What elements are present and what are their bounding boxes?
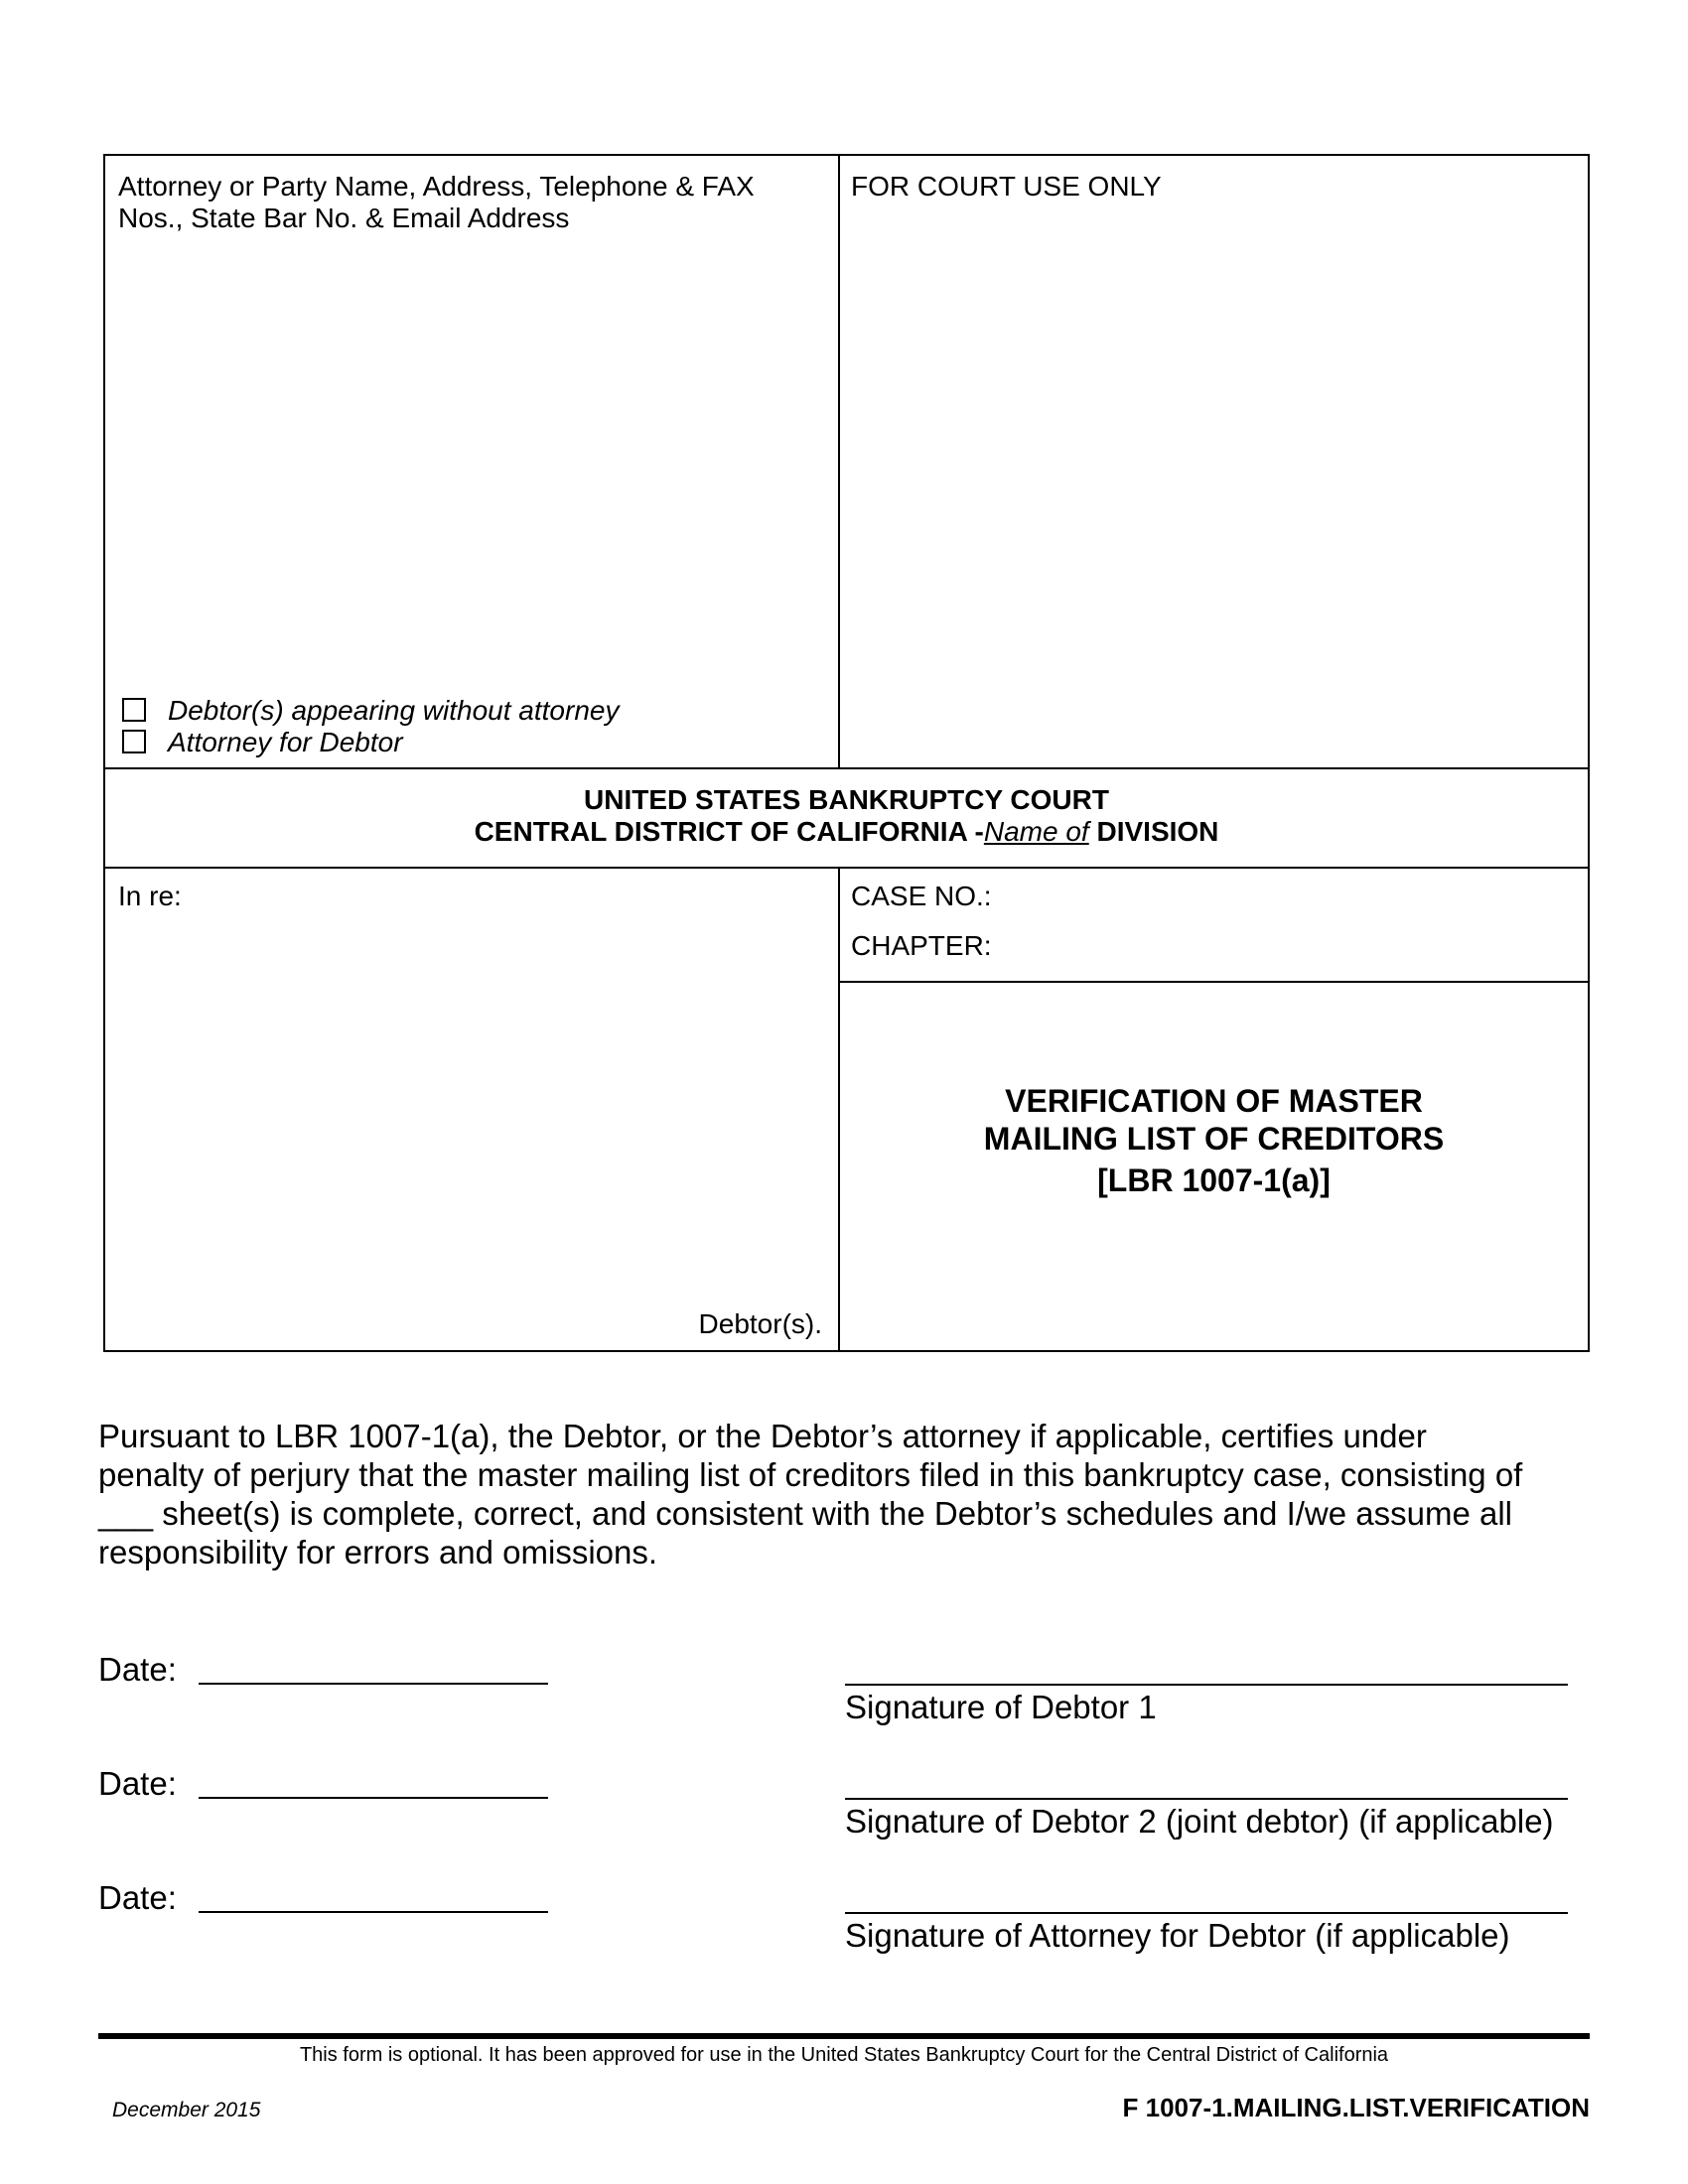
date-field-3[interactable] xyxy=(199,1911,548,1913)
attorney-box-input[interactable] xyxy=(111,243,826,690)
attorney-box-label xyxy=(118,171,833,234)
caption-top-border xyxy=(103,154,1590,156)
footer-rule xyxy=(98,2033,1590,2039)
debtor-without-attorney-checkbox[interactable] xyxy=(122,698,146,722)
certification-line2: penalty of perjury that the master mailing list of creditors filed in this bankruptcy case, consisting of xyxy=(98,1456,1523,1493)
form-title xyxy=(840,1082,1588,1199)
footer-date: December 2015 xyxy=(112,2099,261,2121)
form-title-line2: MAILING LIST OF CREDITORS xyxy=(983,1121,1445,1157)
certification-paragraph xyxy=(98,1417,1608,1571)
caption-bottom-border xyxy=(103,1350,1590,1352)
signature-label-debtor-1: Signature of Debtor 1 xyxy=(845,1689,1157,1725)
court-name-bottom-border xyxy=(103,867,1590,869)
attorney-for-debtor-label: Attorney for Debtor xyxy=(168,727,403,757)
debtors-label: Debtor(s). xyxy=(698,1308,822,1339)
footer-form-id: F 1007-1.MAILING.LIST.VERIFICATION xyxy=(1122,2093,1590,2122)
debtor-without-attorney-label: Debtor(s) appearing without attorney xyxy=(168,695,620,726)
certification-line4: responsibility for errors and omissions. xyxy=(98,1534,658,1570)
caption-upper-divider xyxy=(838,154,840,769)
case-no-input[interactable] xyxy=(1003,879,1579,914)
attorney-for-debtor-checkbox[interactable] xyxy=(122,730,146,753)
court-name xyxy=(105,784,1588,848)
date-label-3: Date: xyxy=(98,1879,177,1916)
court-name-top-border xyxy=(103,767,1590,769)
in-re-label: In re: xyxy=(118,881,182,911)
caption-right-border xyxy=(1588,154,1590,1352)
attorney-box-label-line2: Nos., State Bar No. & Email Address xyxy=(118,203,570,233)
division-name-placeholder: Name of xyxy=(983,816,1089,847)
caption-left-border xyxy=(103,154,105,1352)
signature-label-debtor-2: Signature of Debtor 2 (joint debtor) (if applicable) xyxy=(845,1803,1554,1840)
date-label-1: Date: xyxy=(98,1651,177,1688)
date-label-2: Date: xyxy=(98,1765,177,1802)
signature-line-debtor-1[interactable] xyxy=(845,1684,1568,1686)
court-name-line2 xyxy=(105,816,1588,848)
attorney-box-label-line1: Attorney or Party Name, Address, Telephone & FAX xyxy=(118,171,755,202)
case-no-label: CASE NO.: xyxy=(851,881,992,911)
court-division-suffix: DIVISION xyxy=(1088,816,1219,847)
debtor-name-input[interactable] xyxy=(111,918,826,1296)
certification-line3: ___ sheet(s) is complete, correct, and consistent with the Debtor’s schedules and I/we assume all xyxy=(98,1495,1512,1532)
date-field-1[interactable] xyxy=(199,1683,548,1685)
chapter-label: CHAPTER: xyxy=(851,930,992,961)
footer-notice: This form is optional. It has been approved for use in the United States Bankruptcy Court for the Central District of California xyxy=(299,2044,1389,2066)
court-district-prefix: CENTRAL DISTRICT OF CALIFORNIA - xyxy=(474,816,984,847)
certification-line1: Pursuant to LBR 1007-1(a), the Debtor, or the Debtor’s attorney if applicable, certifies under xyxy=(98,1418,1427,1454)
form-title-line3: [LBR 1007-1(a)] xyxy=(1097,1162,1331,1198)
court-use-label: FOR COURT USE ONLY xyxy=(851,171,1162,202)
sheet-count-input[interactable] xyxy=(98,1491,158,1527)
date-field-2[interactable] xyxy=(199,1797,548,1799)
signature-label-attorney: Signature of Attorney for Debtor (if applicable) xyxy=(845,1917,1510,1954)
signature-line-debtor-2[interactable] xyxy=(845,1798,1568,1800)
court-name-line1: UNITED STATES BANKRUPTCY COURT xyxy=(584,784,1109,815)
chapter-input[interactable] xyxy=(1003,928,1579,964)
signature-line-attorney[interactable] xyxy=(845,1912,1568,1914)
form-title-line1: VERIFICATION OF MASTER xyxy=(1005,1083,1423,1119)
case-info-bottom-border xyxy=(838,981,1590,983)
